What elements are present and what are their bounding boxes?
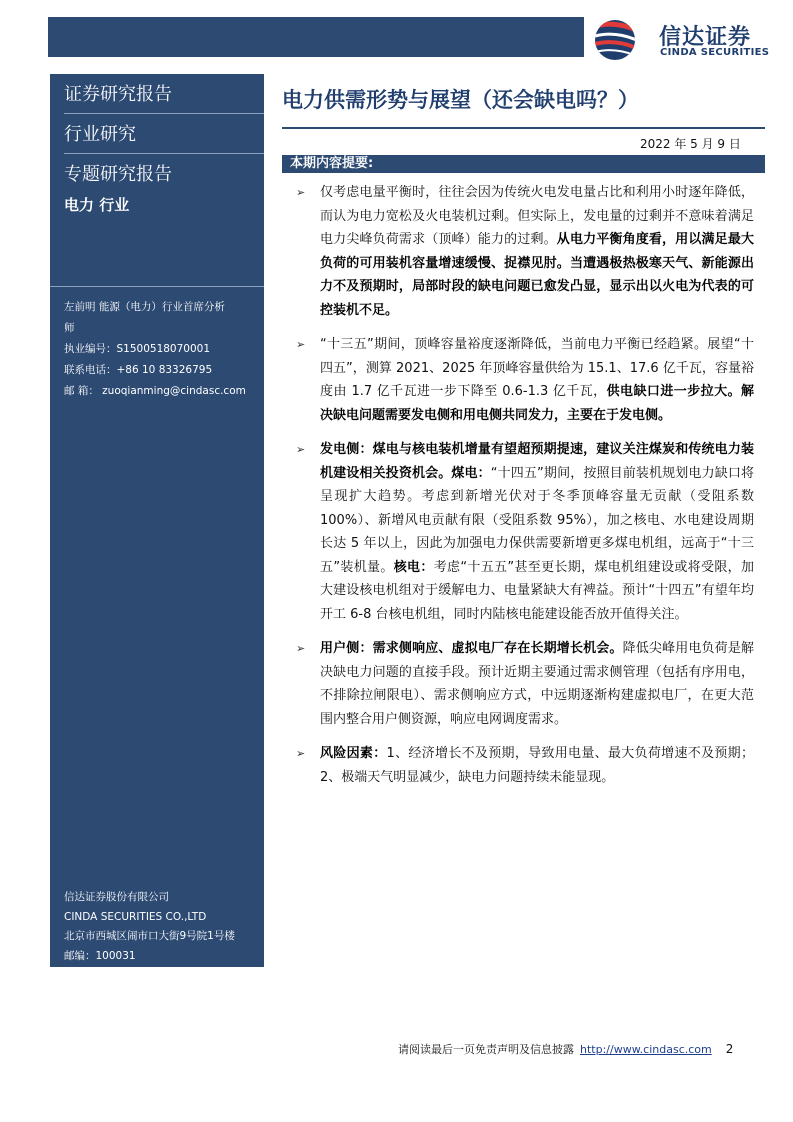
summary-list bbox=[294, 181, 754, 800]
company-postcode: 邮编：100031 bbox=[64, 949, 136, 962]
page-title: 电力供需形势与展望（还会缺电吗？） bbox=[282, 88, 639, 112]
title-divider bbox=[282, 127, 765, 129]
sidebar bbox=[50, 74, 264, 967]
sidebar-divider bbox=[50, 286, 264, 287]
company-address: 北京市西城区闹市口大街9号院1号楼 bbox=[64, 930, 235, 942]
sidebar-industry: 电力 行业 bbox=[64, 196, 130, 214]
list-item: ➢ “十三五”期间，顶峰容量裕度逐渐降低，当前电力平衡已经趋紧。展望“十四五”，测算 2021、2025 年顶峰容量供给为 15.1、17.6 亿千瓦，容量裕度由 1.7 亿千瓦进一步下降至 0.6-1.3 亿千瓦，供电缺口进一步拉大。解决缺电问题需要发电侧和用电侧共同发力，主要在于发电侧。 bbox=[294, 333, 754, 427]
analyst-phone: 联系电话：+86 10 83326795 bbox=[64, 364, 213, 376]
logo-english-name: CINDA SECURITIES bbox=[660, 47, 770, 58]
analyst-title-cont: 师 bbox=[64, 322, 75, 334]
sidebar-category: 行业研究 bbox=[50, 116, 264, 154]
list-item: ➢ 用户侧：需求侧响应、虚拟电厂存在长期增长机会。降低尖峰用电负荷是解决缺电力问题的直接手段。预计近期主要通过需求侧管理（包括有序用电，不排除拉闸限电）、需求侧响应方式，中远期逐渐构建虚拟电厂，在更大范围内整合用户侧资源，响应电网调度需求。 bbox=[294, 637, 754, 731]
company-name-en: CINDA SECURITIES CO.,LTD bbox=[64, 910, 207, 923]
page-footer bbox=[398, 1041, 733, 1057]
analyst-info bbox=[64, 297, 260, 402]
arrow-bullet-icon: ➢ bbox=[296, 338, 306, 351]
analyst-license: 执业编号：S1500518070001 bbox=[64, 343, 211, 355]
arrow-bullet-icon: ➢ bbox=[296, 642, 306, 655]
arrow-bullet-icon: ➢ bbox=[296, 443, 306, 456]
page-number: 2 bbox=[725, 1042, 734, 1056]
list-item: ➢ 仅考虑电量平衡时，往往会因为传统火电发电量占比和利用小时逐年降低，而认为电力宽松及火电装机过剩。但实际上，发电量的过剩并不意味着满足电力尖峰负荷需求（顶峰）能力的过剩。从电力平衡角度看，用以满足最大负荷的可用装机容量增速缓慢、捉襟见肘。当遭遇极热极寒天气、新能源出力不及预期时，局部时段的缺电问题已愈发凸显，显示出以火电为代表的可控装机不足。 bbox=[294, 181, 754, 322]
list-item: ➢ 风险因素：1、经济增长不及预期，导致用电量、最大负荷增速不及预期；2、极端天气明显减少，缺电力问题持续未能显现。 bbox=[294, 742, 754, 789]
header-bar bbox=[48, 17, 584, 57]
summary-label: 本期内容提要: bbox=[282, 155, 765, 173]
logo-chinese-name: 信达证券 bbox=[659, 25, 752, 50]
report-date: 2022 年 5 月 9 日 bbox=[640, 137, 741, 151]
company-name-cn: 信达证券股份有限公司 bbox=[64, 891, 169, 903]
analyst-name: 左前明 能源（电力）行业首席分析 bbox=[64, 301, 225, 313]
arrow-bullet-icon: ➢ bbox=[296, 186, 306, 199]
sidebar-report-type: 证券研究报告 bbox=[50, 76, 264, 114]
sidebar-report-kind: 专题研究报告 bbox=[64, 164, 172, 185]
cinda-globe-icon bbox=[585, 14, 655, 62]
arrow-bullet-icon: ➢ bbox=[296, 747, 306, 760]
analyst-email: 邮 箱： zuoqianming@cindasc.com bbox=[64, 385, 246, 397]
list-item: ➢ 发电侧：煤电与核电装机增量有望超预期提速，建议关注煤炭和传统电力装机建设相关投资机会。煤电：“十四五”期间，按照目前装机规划电力缺口将呈现扩大趋势。考虑到新增光伏对于冬季顶峰容量无贡献（受阻系数 100%）、新增风电贡献有限（受阻系数 95%），加之核电、水电建设周期长达 5 年以上，因此为加强电力保供需要新增更多煤电机组，远高于“十三五”装机量。核电：考虑“十五五”甚至更长期，煤电机组建设或将受限，加大建设核电机组对于缓解电力、电量紧缺大有裨益。预计“十四五”有望年均开工 6-8 台核电机组，同时内陆核电能建设能否放开值得关注。 bbox=[294, 438, 754, 626]
company-info bbox=[64, 888, 260, 966]
footer-disclaimer: 请阅读最后一页免责声明及信息披露 bbox=[398, 1043, 574, 1056]
cinda-logo bbox=[585, 14, 775, 62]
footer-url-link[interactable]: http://www.cindasc.com bbox=[580, 1043, 712, 1056]
